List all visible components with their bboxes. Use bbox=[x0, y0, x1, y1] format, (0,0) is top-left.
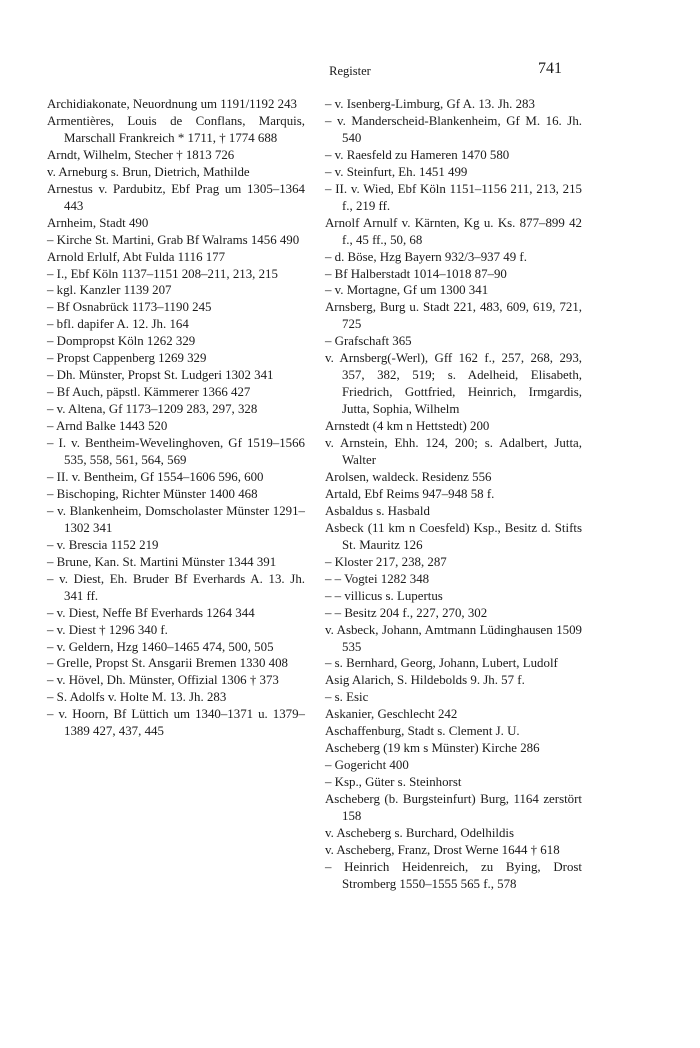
index-entry: – v. Hövel, Dh. Münster, Offizial 1306 † 373 bbox=[47, 673, 279, 688]
index-entry: Archidiakonate, Neuordnung um 1191/1192 243 bbox=[47, 97, 298, 111]
index-entry: Aschaffenburg, Stadt s. Clement J. U. bbox=[325, 724, 520, 739]
index-entry: Ascheberg (19 km s Münster) Kirche 286 bbox=[325, 741, 540, 756]
index-column-left bbox=[47, 96, 305, 740]
index-entry: – v. Isenberg-Limburg, Gf A. 13. Jh. 283 bbox=[325, 97, 535, 111]
index-entry: – – Besitz 204 f., 227, 270, 302 bbox=[325, 605, 488, 620]
index-entry: Arnold Erlulf, Abt Fulda 1116 177 bbox=[47, 249, 226, 264]
index-entry: – Dh. Münster, Propst St. Ludgeri 1302 341 bbox=[47, 368, 274, 383]
index-entry: – Heinrich Heidenreich, zu Bying, Drost Stromberg 1550–1555 565 f., 578 bbox=[325, 859, 582, 891]
index-entry: – s. Esic bbox=[325, 690, 369, 705]
index-entry: – v. Mortagne, Gf um 1300 341 bbox=[325, 283, 489, 298]
index-entry: – Kloster 217, 238, 287 bbox=[325, 554, 447, 569]
index-entry: Arnestus v. Pardubitz, Ebf Prag um 1305–1364 443 bbox=[47, 181, 305, 213]
index-entry: Ascheberg (b. Burgsteinfurt) Burg, 1164 zerstört 158 bbox=[325, 792, 582, 824]
index-entry: Arndt, Wilhelm, Stecher † 1813 726 bbox=[47, 147, 235, 162]
index-entry: Arnsberg, Burg u. Stadt 221, 483, 609, 619, 721, 725 bbox=[325, 300, 582, 332]
index-entry: – Dompropst Köln 1262 329 bbox=[47, 334, 196, 349]
index-entry: Artald, Ebf Reims 947–948 58 f. bbox=[325, 486, 495, 501]
index-entry: – Propst Cappenberg 1269 329 bbox=[47, 351, 207, 366]
index-entry: – bfl. dapifer A. 12. Jh. 164 bbox=[47, 317, 189, 332]
index-entry: – v. Hoorn, Bf Lüttich um 1340–1371 u. 1379–1389 427, 437, 445 bbox=[47, 707, 305, 739]
index-entry: Asbaldus s. Hasbald bbox=[325, 503, 430, 518]
index-entry: – – villicus s. Lupertus bbox=[325, 588, 443, 603]
index-entry: – v. Brescia 1152 219 bbox=[47, 537, 159, 552]
index-entry: – v. Raesfeld zu Hameren 1470 580 bbox=[325, 147, 510, 162]
index-entry: Askanier, Geschlecht 242 bbox=[325, 707, 458, 722]
index-entry: – Brune, Kan. St. Martini Münster 1344 391 bbox=[47, 554, 277, 569]
index-entry: v. Arneburg s. Brun, Dietrich, Mathilde bbox=[47, 164, 250, 179]
running-head-title: Register bbox=[329, 64, 371, 78]
index-entry: – s. Bernhard, Georg, Johann, Lubert, Ludolf bbox=[325, 656, 558, 671]
index-entry: – Grelle, Propst St. Ansgarii Bremen 1330 408 bbox=[47, 656, 288, 671]
index-entry: – Bf Auch, päpstl. Kämmerer 1366 427 bbox=[47, 385, 251, 400]
index-entry: – II. v. Bentheim, Gf 1554–1606 596, 600 bbox=[47, 469, 264, 484]
index-entry: – kgl. Kanzler 1139 207 bbox=[47, 283, 172, 298]
index-entry: – v. Steinfurt, Eh. 1451 499 bbox=[325, 164, 468, 179]
index-entry: v. Asbeck, Johann, Amtmann Lüdinghausen 1509 535 bbox=[325, 622, 582, 654]
index-entry: – v. Manderscheid-Blankenheim, Gf M. 16. Jh. 540 bbox=[325, 113, 582, 145]
index-entry: – – Vogtei 1282 348 bbox=[325, 571, 430, 586]
index-entry: Arnheim, Stadt 490 bbox=[47, 215, 149, 230]
index-entry: – v. Diest, Eh. Bruder Bf Everhards A. 13. Jh. 341 ff. bbox=[47, 571, 305, 603]
index-entry: – II. v. Wied, Ebf Köln 1151–1156 211, 213, 215 f., 219 ff. bbox=[325, 181, 582, 213]
index-entry: – Bf Halberstadt 1014–1018 87–90 bbox=[325, 266, 507, 281]
index-entry: Armentières, Louis de Conflans, Marquis, Marschall Frankreich * 1711, † 1774 688 bbox=[47, 113, 305, 145]
index-entry: Arnstedt (4 km n Hettstedt) 200 bbox=[325, 419, 490, 434]
index-column-right bbox=[325, 96, 582, 893]
index-entry: – I. v. Bentheim-Wevelinghoven, Gf 1519–1566 535, 558, 561, 564, 569 bbox=[47, 436, 305, 468]
index-entry: – I., Ebf Köln 1137–1151 208–211, 213, 215 bbox=[47, 266, 278, 281]
index-entry: – Ksp., Güter s. Steinhorst bbox=[325, 775, 462, 790]
index-entry: – Arnd Balke 1443 520 bbox=[47, 419, 168, 434]
index-entry: Arnolf Arnulf v. Kärnten, Kg u. Ks. 877–899 42 f., 45 ff., 50, 68 bbox=[325, 215, 582, 247]
index-entry: – Grafschaft 365 bbox=[325, 334, 412, 349]
index-entry: – S. Adolfs v. Holte M. 13. Jh. 283 bbox=[47, 690, 227, 705]
index-entry: – Kirche St. Martini, Grab Bf Walrams 1456 490 bbox=[47, 232, 300, 247]
index-entry: – v. Altena, Gf 1173–1209 283, 297, 328 bbox=[47, 402, 258, 417]
index-entry: – v. Geldern, Hzg 1460–1465 474, 500, 505 bbox=[47, 639, 274, 654]
index-entry: Arolsen, waldeck. Residenz 556 bbox=[325, 469, 492, 484]
index-entry: – v. Diest, Neffe Bf Everhards 1264 344 bbox=[47, 605, 255, 620]
index-entry: Asbeck (11 km n Coesfeld) Ksp., Besitz d. Stifts St. Mauritz 126 bbox=[325, 520, 582, 552]
page-number: 741 bbox=[538, 60, 562, 77]
index-entry: v. Arnsberg(-Werl), Gff 162 f., 257, 268, 293, 357, 382, 519; s. Adelheid, Elisabeth, Friedrich, Gottfried, Heinrich, Irmgardis, Jutta, Sophia, Wilhelm bbox=[325, 351, 582, 417]
index-entry: – v. Blankenheim, Domscholaster Münster 1291–1302 341 bbox=[47, 503, 305, 535]
index-entry: – d. Böse, Hzg Bayern 932/3–937 49 f. bbox=[325, 249, 527, 264]
index-entry: – Gogericht 400 bbox=[325, 758, 409, 773]
index-entry: v. Ascheberg s. Burchard, Odelhildis bbox=[325, 825, 515, 840]
index-entry: – Bf Osnabrück 1173–1190 245 bbox=[47, 300, 212, 315]
index-entry: – Bischoping, Richter Münster 1400 468 bbox=[47, 486, 258, 501]
index-entry: v. Ascheberg, Franz, Drost Werne 1644 † 618 bbox=[325, 842, 560, 857]
index-entry: – v. Diest † 1296 340 f. bbox=[47, 622, 168, 637]
index-entry: Asig Alarich, S. Hildebolds 9. Jh. 57 f. bbox=[325, 673, 525, 688]
index-entry: v. Arnstein, Ehh. 124, 200; s. Adalbert, Jutta, Walter bbox=[325, 436, 582, 468]
